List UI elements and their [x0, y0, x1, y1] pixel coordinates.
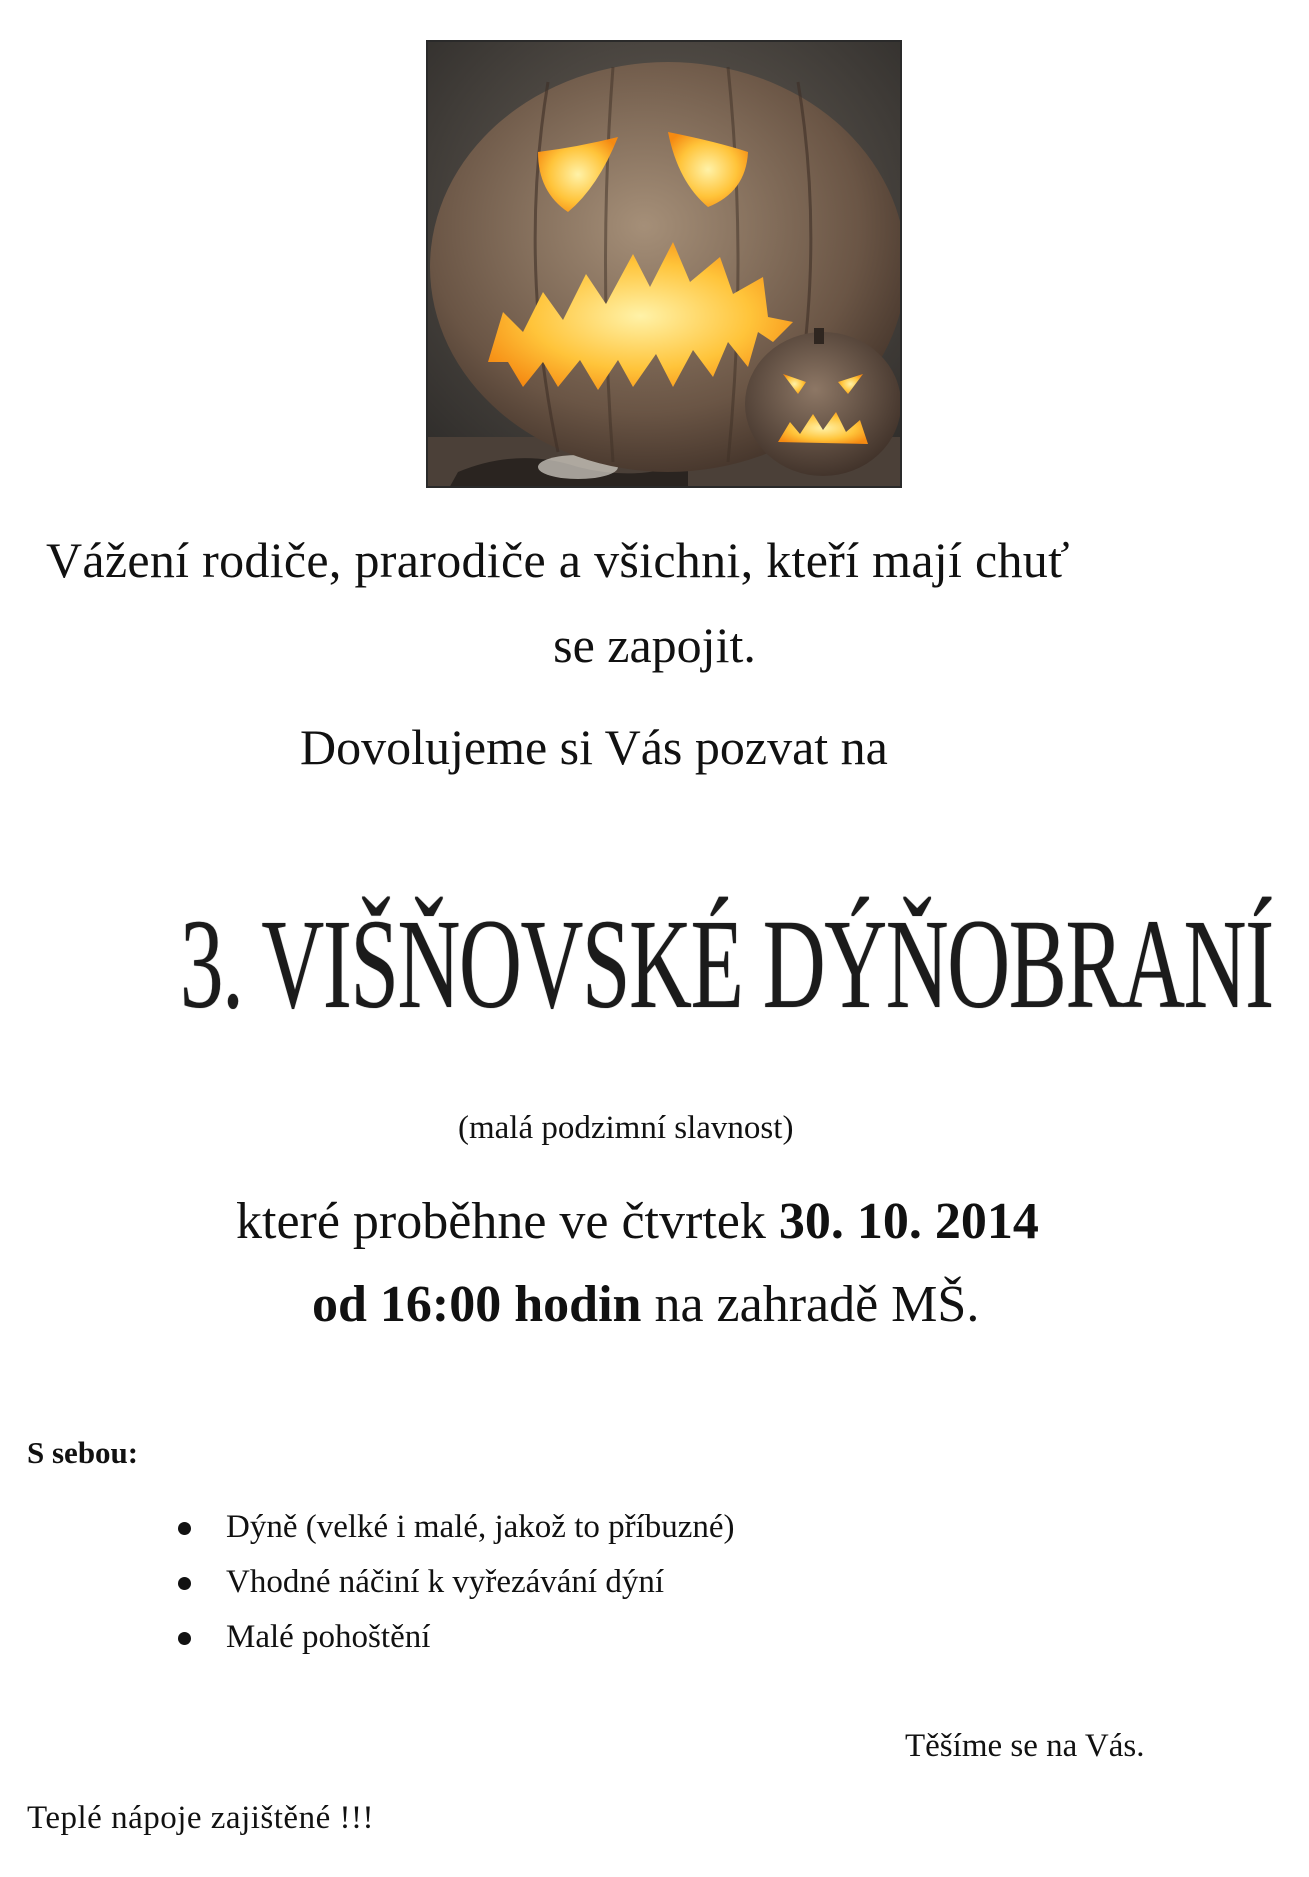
event-time: od 16:00 hodin [312, 1276, 642, 1333]
event-subtitle: (malá podzimní slavnost) [458, 1110, 794, 1146]
list-item [175, 1610, 735, 1665]
bring-list [175, 1500, 735, 1665]
event-place: na zahradě MŠ. [641, 1276, 980, 1333]
date-prefix: které proběhne ve čtvrtek [236, 1193, 779, 1250]
pumpkin-illustration [428, 42, 902, 488]
closing-text: Těšíme se na Vás. [905, 1728, 1145, 1764]
list-item [175, 1500, 735, 1555]
event-title: 3. VIŠŇOVSKÉ DÝŇOBRANÍ [180, 893, 1273, 1035]
greeting-line-2: se zapojit. [553, 617, 756, 673]
greeting-line-1: Vážení rodiče, prarodiče a všichni, kteří mají chuť [46, 532, 1070, 588]
bullet-icon [178, 1577, 191, 1590]
list-item-text: Malé pohoštění [226, 1619, 431, 1655]
bring-heading: S sebou: [27, 1435, 139, 1470]
event-date-line [236, 1192, 1039, 1251]
list-item-text: Vhodné náčiní k vyřezávání dýní [226, 1564, 665, 1600]
event-date: 30. 10. 2014 [778, 1193, 1039, 1250]
bullet-icon [178, 1522, 191, 1535]
list-item [175, 1555, 735, 1610]
drinks-note: Teplé nápoje zajištěné !!! [27, 1800, 374, 1836]
pumpkin-photo [426, 40, 902, 488]
event-time-line [312, 1275, 979, 1334]
invite-text: Dovolujeme si Vás pozvat na [300, 719, 888, 775]
list-item-text: Dýně (velké i malé, jakož to příbuzné) [226, 1509, 735, 1545]
bullet-icon [178, 1632, 191, 1645]
